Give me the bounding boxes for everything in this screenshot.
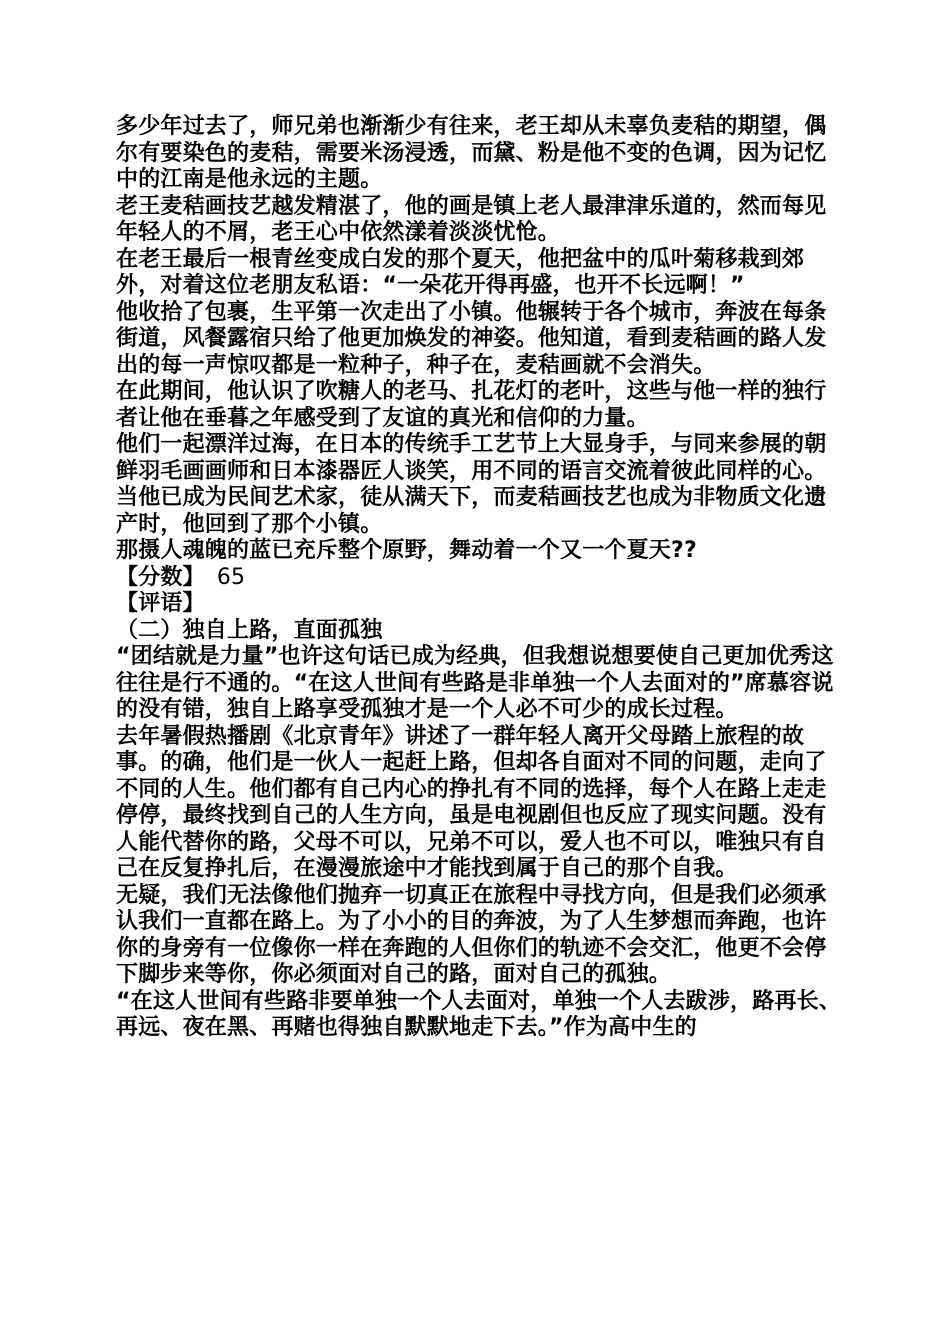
paragraph: “在这人世间有些路非要单独一个人去面对，单独一个人去跋涉，路再长、再远、夜在黑、再赌也得独自默默地走下去。”作为高中生的 — [116, 988, 842, 1040]
score-line — [116, 565, 846, 592]
score-label: 【分数】 — [116, 564, 205, 590]
paragraph: 那摄人魂魄的蓝已充斥整个原野，舞动着一个又一个夏天?? — [116, 538, 697, 563]
paragraph: 在老王最后一根青丝变成白发的那个夏天，他把盆中的瓜叶菊移栽到郊外，对着这位老朋友私语：“一朵花开得再盛，也开不长远啊！” — [116, 246, 805, 298]
section-title: （二）独自上路，直面孤独 — [116, 617, 383, 643]
paragraph: 无疑，我们无法像他们抛弃一切真正在旅程中寻找方向，但是我们必须承认我们一直都在路上。为了小小的目的奔波，为了人生梦想而奔跑，也许你的身旁有一位像你一样在奔跑的人但你们的轨迹不会交汇，他更不会停下脚步来等你，你必须面对自己的路，面对自己的孤独。 — [116, 882, 827, 987]
paragraph: 当他已成为民间艺术家，徒从满天下，而麦秸画技艺也成为非物质文化遗产时，他回到了那个小镇。 — [116, 485, 827, 537]
score-value: 65 — [216, 564, 246, 590]
paragraph: “团结就是力量”也许这句话已成为经典，但我想说想要使自己更加优秀这往往是行不通的。“在这人世间有些路是非单独一个人去面对的”席慕容说的没有错，独自上路享受孤独才是一个人必不可少的成长过程。 — [116, 644, 834, 722]
paragraph: 他收拾了包裹，生平第一次走出了小镇。他辗转于各个城市，奔波在每条街道，风餐露宿只给了他更加焕发的神姿。他知道，看到麦秸画的路人发出的每一声惊叹都是一粒种子，种子在，麦秸画就不会消失。 — [116, 299, 827, 378]
paragraph: 在此期间，他认识了吹糖人的老马、扎花灯的老叶，这些与他一样的独行者让他在垂暮之年感受到了友谊的真光和信仰的力量。 — [116, 379, 827, 431]
paragraph: 去年暑假热播剧《北京青年》讲述了一群年轻人离开父母踏上旅程的故事。的确，他们是一伙人一起赶上路，但却各自面对不同的问题，走向了不同的人生。他们都有自己内心的挣扎有不同的选择，每个人在路上走走停停，最终找到自己的人生方向，虽是电视剧但也反应了现实问题。没有人能代替你的路，父母不可以，兄弟不可以，爱人也不可以，唯独只有自己在反复挣扎后，在漫漫旅途中才能找到属于自己的那个自我。 — [116, 723, 827, 881]
paragraph: 他们一起漂洋过海，在日本的传统手工艺节上大显身手，与同来参展的朝鲜羽毛画画师和日本漆器匠人谈笑，用不同的语言交流着彼此同样的心。 — [116, 432, 827, 484]
comment-label: 【评语】 — [116, 591, 205, 616]
document-page — [116, 114, 846, 1042]
paragraph: 多少年过去了，师兄弟也渐渐少有往来，老王却从未辜负麦秸的期望，偶尔有要染色的麦秸，需要米汤浸透，而黛、粉是他不变的色调，因为记忆中的江南是他永远的主题。 — [116, 114, 827, 192]
paragraph: 老王麦秸画技艺越发精湛了，他的画是镇上老人最津津乐道的，然而每见年轻人的不屑，老王心中依然漾着淡淡忧怆。 — [116, 193, 827, 245]
